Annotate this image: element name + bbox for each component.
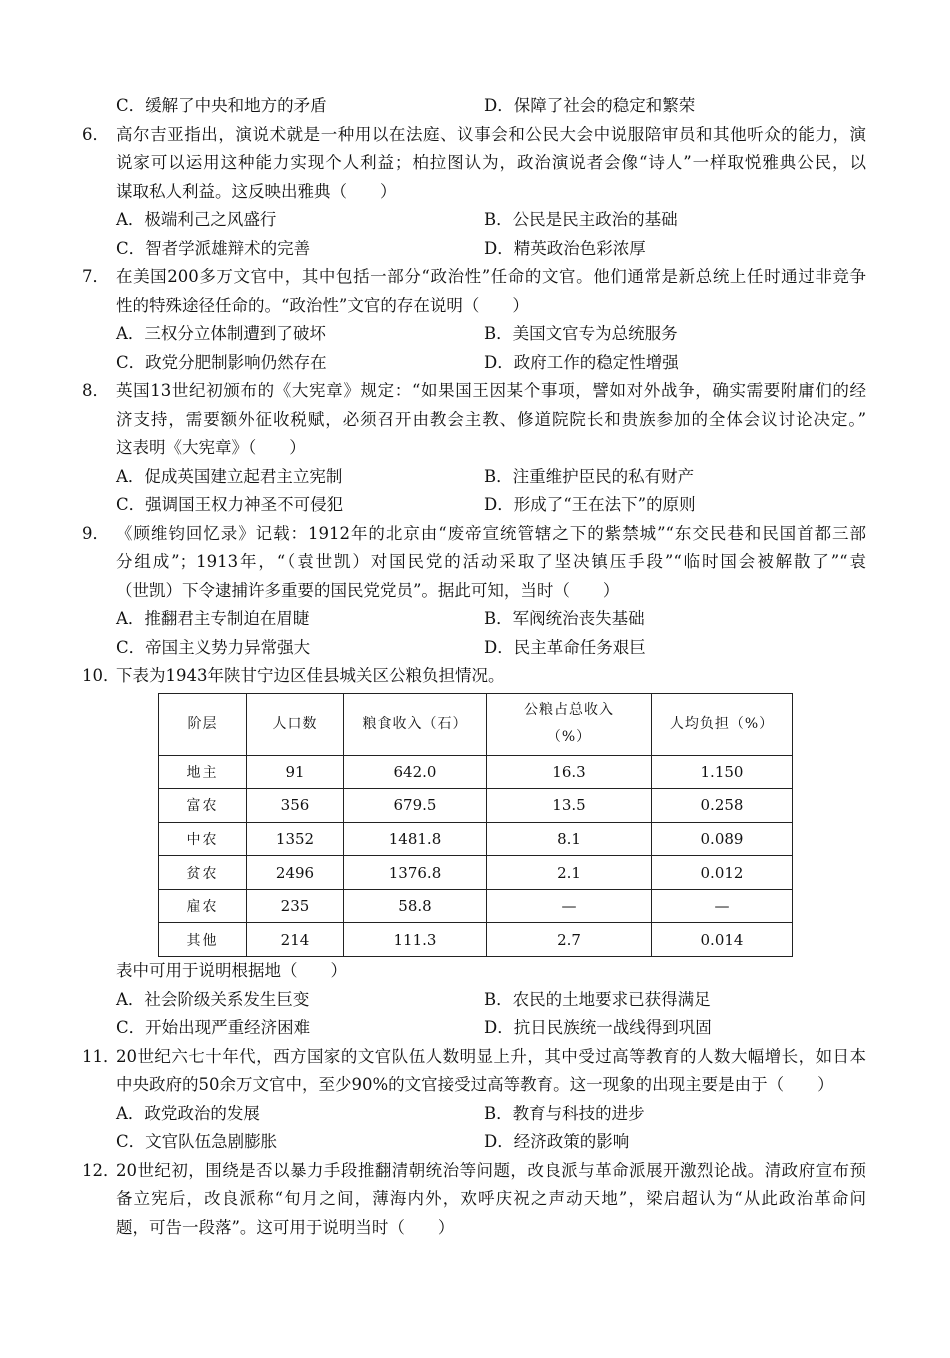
question-line <box>0 662 950 691</box>
options-row <box>0 1100 950 1129</box>
answer-option: C．智者学派雄辩术的完善 <box>116 238 311 258</box>
question-number: 11． <box>82 1046 120 1066</box>
table-cell: 214 <box>247 923 344 957</box>
table-cell: 8.1 <box>487 822 652 856</box>
answer-option: B．美国文官专为总统服务 <box>484 324 678 343</box>
table-cell: — <box>487 889 652 923</box>
question-text: 高尔吉亚指出，演说术就是一种用以在法庭、议事会和公民大会中说服陪审员和其他听众的能力，演 <box>116 124 866 144</box>
question-block <box>0 520 950 663</box>
table-header-cell <box>652 693 793 755</box>
question-line <box>0 292 950 321</box>
table-header-cell <box>344 693 487 755</box>
table-cell: 58.8 <box>344 889 487 923</box>
table-cell: 贫农 <box>159 856 247 890</box>
table-cell: 356 <box>247 789 344 823</box>
table-cell: 2.7 <box>487 923 652 957</box>
answer-option: B．注重维护臣民的私有财产 <box>484 466 695 486</box>
table-header-row <box>159 693 793 755</box>
options-row <box>0 986 950 1015</box>
table-cell: 2496 <box>247 856 344 890</box>
table-cell: 13.5 <box>487 789 652 823</box>
table-cell: 0.012 <box>652 856 793 890</box>
question-text: 题，可告一段落”。这可用于说明当时（ ） <box>116 1217 455 1237</box>
answer-option: A．社会阶级关系发生巨变 <box>116 989 310 1009</box>
table-cell: 91 <box>247 755 344 789</box>
question-line <box>0 1185 950 1214</box>
question-text: （世凯）下令逮捕许多重要的国民党党员”。据此可知，当时（ ） <box>116 580 620 600</box>
answer-option: D．政府工作的稳定性增强 <box>484 352 679 372</box>
header-text: 阶层 <box>187 715 218 732</box>
table-cell: 16.3 <box>487 755 652 789</box>
options-row <box>0 634 950 663</box>
answer-option: A．推翻君主专制迫在眉睫 <box>116 609 310 628</box>
question-line <box>0 434 950 463</box>
table-cell: 1481.8 <box>344 822 487 856</box>
table-row <box>159 755 793 789</box>
header-text: （%） <box>546 729 592 745</box>
table-cell: 111.3 <box>344 923 487 957</box>
table-cell: 679.5 <box>344 789 487 823</box>
table-cell: 地主 <box>159 755 247 789</box>
answer-option: B．公民是民主政治的基础 <box>484 210 678 229</box>
question-number: 8． <box>82 381 109 400</box>
answer-option: B．军阀统治丧失基础 <box>484 609 645 628</box>
table-cell: 中农 <box>159 822 247 856</box>
question-line <box>0 957 950 986</box>
question-block <box>0 121 950 264</box>
options-row <box>0 1128 950 1157</box>
options-row <box>0 206 950 235</box>
table-cell: 0.258 <box>652 789 793 823</box>
options-row <box>0 235 950 264</box>
question-number: 10． <box>82 666 120 685</box>
question-text: 说家可以运用这种能力实现个人利益；柏拉图认为，政治演说者会像“诗人”一样取悦雅典公民，以 <box>116 153 866 172</box>
options-row <box>0 92 950 121</box>
answer-option: A．三权分立体制遭到了破坏 <box>116 324 326 343</box>
question-block <box>0 377 950 520</box>
question-block <box>0 662 950 1043</box>
question-line <box>0 178 950 207</box>
table-cell: 2.1 <box>487 856 652 890</box>
options-row <box>0 605 950 634</box>
table-cell: — <box>652 889 793 923</box>
question-block <box>0 92 950 121</box>
question-line <box>0 577 950 606</box>
question-text: 在美国200多万文官中，其中包括一部分“政治性”任命的文官。他们通常是新总统上任时通过非竞争 <box>116 267 866 286</box>
table-cell: 雇农 <box>159 889 247 923</box>
table-row <box>159 822 793 856</box>
question-line <box>0 377 950 406</box>
table-row <box>159 923 793 957</box>
question-number: 12． <box>82 1160 120 1180</box>
table-header-cell <box>247 693 344 755</box>
table-cell: 1352 <box>247 822 344 856</box>
answer-option: B．农民的土地要求已获得满足 <box>484 989 711 1009</box>
question-text: 济支持，需要额外征收税赋，必须召开由教会主教、修道院院长和贵族参加的全体会议讨论决定。” <box>116 409 866 429</box>
table-row <box>159 789 793 823</box>
table-cell: 1376.8 <box>344 856 487 890</box>
table-header-cell <box>487 693 652 755</box>
question-line <box>0 1157 950 1186</box>
exam-page <box>0 92 950 1242</box>
answer-option: C．帝国主义势力异常强大 <box>116 637 311 657</box>
question-line <box>0 406 950 435</box>
question-line <box>0 548 950 577</box>
data-table <box>158 693 793 958</box>
answer-option: D．精英政治色彩浓厚 <box>484 238 646 258</box>
options-row <box>0 349 950 378</box>
question-text: 性的特殊途径任命的。“政治性”文官的存在说明（ ） <box>116 295 529 315</box>
table-cell: 235 <box>247 889 344 923</box>
table-cell: 0.089 <box>652 822 793 856</box>
options-row <box>0 320 950 349</box>
question-text: 中央政府的50余万文官中，至少90%的文官接受过高等教育。这一现象的出现主要是由于（ ） <box>116 1075 834 1095</box>
answer-option: C．政党分肥制影响仍然存在 <box>116 352 327 372</box>
table-cell: 其他 <box>159 923 247 957</box>
answer-option: C．开始出现严重经济困难 <box>116 1018 311 1038</box>
answer-option: A．极端利己之风盛行 <box>116 210 277 229</box>
answer-option: D．形成了“王在法下”的原则 <box>484 495 696 514</box>
table-cell: 富农 <box>159 789 247 823</box>
question-number: 9． <box>82 523 109 543</box>
table-header-cell <box>159 693 247 755</box>
answer-option: D．经济政策的影响 <box>484 1132 630 1152</box>
question-line <box>0 520 950 549</box>
answer-option: A．政党政治的发展 <box>116 1103 260 1123</box>
question-text: 20世纪六七十年代，西方国家的文官队伍人数明显上升，其中受过高等教育的人数大幅增长，如日本 <box>116 1046 866 1066</box>
header-text: 公粮占总收入 <box>524 702 614 718</box>
table-row <box>159 856 793 890</box>
question-text: 分组成”；1913年，“（袁世凯）对国民党的活动采取了坚决镇压手段”“临时国会被解散了”“袁 <box>116 552 866 571</box>
question-block <box>0 1043 950 1157</box>
options-row <box>0 463 950 492</box>
question-line <box>0 1043 950 1072</box>
question-text: 备立宪后，改良派称“旬月之间，薄海内外，欢呼庆祝之声动天地”，梁启超认为“从此政治革命问 <box>116 1189 866 1209</box>
header-text: 人口数 <box>272 715 318 732</box>
table-row <box>159 889 793 923</box>
header-text: 人均负担（%） <box>669 715 775 732</box>
header-text: 粮食收入（石） <box>362 715 468 732</box>
options-row <box>0 491 950 520</box>
question-text: 这表明《大宪章》（ ） <box>116 438 306 457</box>
question-block <box>0 1157 950 1243</box>
question-text: 英国13世纪初颁布的《大宪章》规定：“如果国王因某个事项，譬如对外战争，确实需要附庸们的经 <box>116 381 866 400</box>
question-text: 20世纪初，围绕是否以暴力手段推翻清朝统治等问题，改良派与革命派展开激烈论战。清政府宣布预 <box>116 1160 866 1180</box>
question-line <box>0 121 950 150</box>
question-line <box>0 149 950 178</box>
answer-option: A．促成英国建立起君主立宪制 <box>116 466 343 486</box>
table-cell: 1.150 <box>652 755 793 789</box>
question-text: 《顾维钧回忆录》记载：1912年的北京由“废帝宣统管辖之下的紫禁城”“东交民巷和民国首都三部 <box>116 523 866 543</box>
question-block <box>0 263 950 377</box>
answer-option: D．民主革命任务艰巨 <box>484 637 646 657</box>
answer-option: C．缓解了中央和地方的矛盾 <box>116 96 327 115</box>
question-line <box>0 263 950 292</box>
table-cell: 642.0 <box>344 755 487 789</box>
answer-option: D．抗日民族统一战线得到巩固 <box>484 1018 712 1038</box>
answer-option: D．保障了社会的稳定和繁荣 <box>484 96 696 115</box>
question-text: 表中可用于说明根据地（ ） <box>116 961 347 981</box>
question-text: 谋取私人利益。这反映出雅典（ ） <box>116 181 397 201</box>
options-row <box>0 1014 950 1043</box>
question-number: 7． <box>82 267 109 286</box>
answer-option: C．文官队伍急剧膨胀 <box>116 1132 278 1152</box>
answer-option: C．强调国王权力神圣不可侵犯 <box>116 495 344 514</box>
question-line <box>0 1071 950 1100</box>
answer-option: B．教育与科技的进步 <box>484 1103 645 1123</box>
question-text: 下表为1943年陕甘宁边区佳县城关区公粮负担情况。 <box>116 666 505 685</box>
question-number: 6． <box>82 124 109 144</box>
table-cell: 0.014 <box>652 923 793 957</box>
question-line <box>0 1214 950 1243</box>
